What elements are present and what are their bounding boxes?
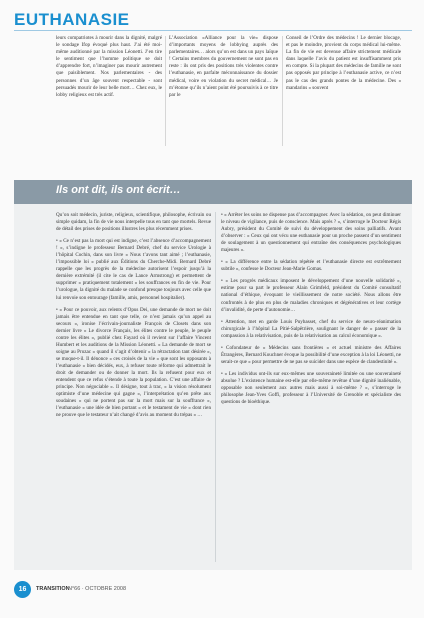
section-title: EUTHANASIE [14,10,130,29]
quotes-column-left [56,212,211,564]
quote-paragraph: • Cofondateur de « Médecins sans frontières » et actuel ministre des Affaires Étrangères, Bernard Kouchner évoque la possibilité d’une exception à la loi Léonetti, ne serait-ce que « pour permettre de ne pas se suicider dans une espèce de clandestinité ». [221,344,401,365]
quote-paragraph: • « Arrêter les soins ne dispense pas d’accompagner. Avec la sédation, on peut diminuer le niveau de vigilance, puis de conscience. Mais après ? », s’interroge le Docteur Régis Aubry, président du Comité de suivi du développement des soins palliatifs. Avant d’observer : « Ceux qui ont vécu une euthanasie pour un proche passent d’un sentiment de soulagement à un questionnement qui entraîne des conséquences psychologiques majeures ». [221,212,401,254]
article-column-3: Conseil de l’Ordre des médecins ! Le dernier blocage, et pas le moindre, provient du corps médical lui-même. La fin de vie est devenue affaire strictement médicale dans laquelle l’avis du patient est insuffisamment pris en compte. Si la plupart des médecins de famille ne sont pas opposés par principe à l’euthanasie active, ce n’est pas le cas des grands pontes de la médecine. Des « mandarins » souvent [286,35,401,91]
quotes-column-right [221,212,401,564]
quote-paragraph: • « Les progrès médicaux imposent le développement d’une nouvelle solidarité », estime pour sa part le professeur Alain Grimfeld, président du Comité consultatif national d’éthique, évoquant le vieillissement de notre société. Nous allons être confrontés à de plus en plus de maladies chroniques et dégénératives et leur cortège d’invalidité, de perte d’autonomie… [221,278,401,313]
magazine-name: TRANSITION [36,586,70,592]
quote-paragraph: Qu’on soit médecin, juriste, religieux, scientifique, philosophe, écrivain ou simple quidam, la fin de vie nous interpelle tous en tant que mortels. Revue de détail des prises de positions illustres les plus récemment prises. [56,212,211,233]
quote-paragraph: • « Les individus ont-ils sur eux-mêmes une souveraineté limitée ou une souveraineté absolue ? L’existence humaine est-elle par elle-même revêtue d’une dignité inaliénable, opposable non seulement aux autres mais aussi à soi-même ? », s’interroge le philosophe Jean-Yves Goffi, professeur à l’Université de Grenoble et spécialiste des questions de bioéthique. [221,370,401,406]
article-column-2: L’Association «Alliance pour la vie» dispose d’importants moyens de lobbying auprès des parlementaires… alors qu’on est dans un pays laïque ! Certains membres du gouvernement ne sont pas en reste : ils ont pris des positions très violentes contre l’euthanasie, en parfaite méconnaissance du dossier médical, voire en violation du secret médical… Je m’étonne qu’ils n’aient point été poursuivis à ce titre par le [169,35,278,98]
column-divider [282,36,283,146]
sidebar-column-divider [215,212,216,562]
quote-paragraph: • « Pour ce pouvoir, aux relents d’Opus Dei, une demande de mort ne doit jamais être entendue en tant que telle, ce n’est jamais qu’un appel au secours », ironise l’écrivain-journaliste François de Closets dans son dernier livre « Le divorce Français, les élites contre le peuple, le peuple contre les élites », publié chez Fayard où il revient sur l’affaire Vincent Humbert et les auditions de la Mission Léonetti. « La demande de mort se soigne au Prozac » quand il s’agit d’obtenir « la rétractation tant désirée », se moque-t-il. Il dénonce « ces croisés de la vie » que sont les opposants à l’euthanasie « bien décidés, eux, à refuser toute réforme qui admettrait le droit de demander ou de donner la mort. Ils la refusent pour eux et entendent que ce refus s’étende à toute la population. C’est une affaire de principe. Non négociable ». Il désigne, tout à trac, « la vision résolument optimiste d’une médecine qui gagne », l’interprétation qu’en prête aux soudaines « qui ne portent pas sur la mort mais sur la souffrance », l’euthanasie « une idée de bien portant » et le testament de vie « dont rien ne prouve que le testateur n’ait changé d’avis au moment du trépas » … [56,306,211,419]
column-divider [165,36,166,146]
quote-paragraph: • « Ce n’est pas la mort qui est indigne, c’est l’absence d’accompagnement ! », s’indigne le professeur Bernard Debré, chef du service Urologie à l’hôpital Cochin, dans son livre « Nous t’avons tant aimé ; l’euthanasie, l’impossible loi » publié aux Éditions du Cherche-Midi. Bernard Debré rappelle que les progrès de la médecine autorisent l’espoir jusqu’à la dernière extrémité (il cite le cas de Lance Armstrong) et permettent de supprimer « pratiquement totalement » les souffrances en fin de vie. Pour l’urologue, la dignité du malade se confond presque toujours avec celle que lui renvoie son entourage (famille, amis, personnel hospitalier). [56,238,211,301]
issue-info: N°66 · OCTOBRE 2008 [68,586,127,592]
quote-paragraph: • « La différence entre la sédation répétée et l’euthanasie directe est extrêmement subtile », confesse le Docteur Jean-Marie Gomas. [221,259,401,273]
quote-paragraph: • Attention, met en garde Louis Puybasset, chef du service de neuro-réanimation chirurgicale à l’hôpital La Pitié-Salpêtrière, soulignant le danger de « passer de la compassion à la relativisation, puis de la relativisation au calcul économique ». [221,318,401,339]
header-rule [14,30,412,31]
sidebar-title: Ils ont dit, ils ont écrit… [56,184,181,196]
article-column-1: leurs compatriotes à mourir dans la dignité, malgré le sondage Ifop évoqué plus haut. J’ai été moi-même auditionné par la mission Léonetti. J’en tire le sentiment que l’homme politique se doit d’apprendre fort, n’imaginer pas mourir autrement que paisiblement. Nos parlementaires ‐ des personnes d’un âge souvent respectable ‐ sont persuadés mourir de leur belle mort… Chez eux, le lobby religieux est très actif. [56,35,162,98]
page-number-badge: 16 [14,581,31,598]
